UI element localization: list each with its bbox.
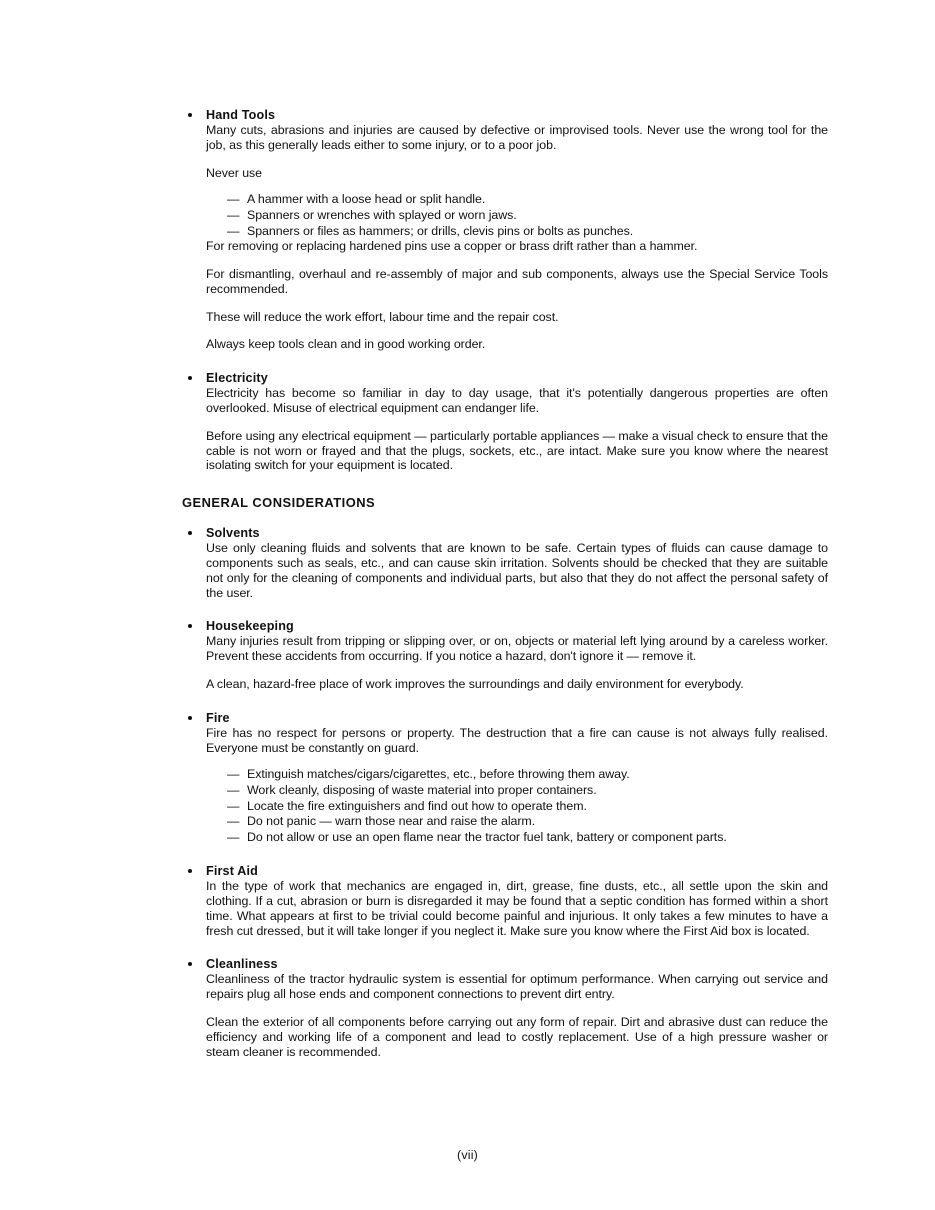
dash-icon: — bbox=[227, 192, 240, 207]
list-item-label: Do not panic — warn those near and raise the alarm. bbox=[247, 814, 536, 829]
list-item-label: Extinguish matches/cigars/cigarettes, etc., before throwing them away. bbox=[247, 767, 630, 782]
paragraph: Before using any electrical equipment — particularly portable appliances — make a visual check to ensure that the cable is not worn or frayed and that the plugs, sockets, etc., are intact. Make sure you know where the nearest isolating switch for your equipment is located. bbox=[206, 428, 828, 473]
list-item-label: Spanners or files as hammers; or drills, clevis pins or bolts as punches. bbox=[247, 223, 634, 238]
paragraph: For dismantling, overhaul and re-assembly of major and sub components, always use the Special Service Tools recommended. bbox=[206, 266, 828, 296]
page-number-footer: (vii) bbox=[457, 1148, 478, 1162]
paragraph: Fire has no respect for persons or property. The destruction that a fire can cause is not always fully realised. Everyone must be constantly on guard. bbox=[206, 725, 828, 755]
list-item-label: Spanners or wrenches with splayed or worn jaws. bbox=[247, 207, 517, 222]
list-item bbox=[227, 799, 828, 815]
dash-icon: — bbox=[227, 767, 240, 782]
paragraph: Cleanliness of the tractor hydraulic system is essential for optimum performance. When carrying out service and repairs plug all hose ends and component connections to prevent dirt entry. bbox=[206, 972, 828, 1002]
page-content bbox=[182, 108, 828, 1072]
list-item bbox=[227, 814, 828, 830]
bullet-point-icon bbox=[188, 716, 192, 720]
section-housekeeping bbox=[188, 619, 828, 691]
bullet-point-icon bbox=[188, 113, 192, 117]
paragraph: Many injuries result from tripping or slipping over, or on, objects or material left lying around by a careless worker. Prevent these accidents from occurring. If you notice a hazard, don't ignore it — remove it. bbox=[206, 634, 828, 664]
paragraph: Electricity has become so familiar in day to day usage, that it's potentially dangerous properties are often overlooked. Misuse of electrical equipment can endanger life. bbox=[206, 386, 828, 415]
section-fire bbox=[188, 711, 828, 846]
paragraph: Many cuts, abrasions and injuries are caused by defective or improvised tools. Never use the wrong tool for the job, as this generally leads either to some injury, or to a poor job. bbox=[206, 123, 828, 152]
paragraph: These will reduce the work effort, labour time and the repair cost. bbox=[206, 309, 559, 324]
dash-icon: — bbox=[227, 207, 240, 222]
list-item-label: Locate the fire extinguishers and find out how to operate them. bbox=[247, 798, 587, 813]
list-item-label: A hammer with a loose head or split handle. bbox=[247, 192, 486, 207]
section-title-electricity: Electricity bbox=[206, 371, 268, 386]
bullet-point-icon bbox=[188, 869, 192, 873]
dash-icon: — bbox=[227, 814, 240, 829]
section-title-first-aid: First Aid bbox=[206, 864, 258, 879]
section-electricity bbox=[188, 371, 828, 473]
paragraph: Clean the exterior of all components before carrying out any form of repair. Dirt and abrasive dust can reduce the efficiency and working life of a component and lead to costly replacement. Use of a high pressure washer or steam cleaner is recommended. bbox=[206, 1015, 828, 1059]
section-title-fire: Fire bbox=[206, 710, 230, 725]
paragraph: Use only cleaning fluids and solvents that are known to be safe. Certain types of fluids can cause damage to components such as seals, etc., and can cause skin irritation. Solvents should be checked that they are suitable not only for the cleaning of components and individual parts, but also that they do not affect the personal safety of the user. bbox=[206, 541, 828, 600]
section-title-solvents: Solvents bbox=[206, 526, 260, 541]
section-first-aid bbox=[188, 864, 828, 938]
list-item bbox=[227, 830, 828, 846]
paragraph: In the type of work that mechanics are engaged in, dirt, grease, fine dusts, etc., all settle upon the skin and clothing. If a cut, abrasion or burn is disregarded it may be found that a septic condition has formed within a short time. What appears at first to be trivial could become painful and injurious. It only takes a few minutes to have a fresh cut dressed, but it will take longer if you neglect it. Make sure you know where the First Aid box is located. bbox=[206, 879, 828, 938]
section-cleanliness bbox=[188, 957, 828, 1059]
dash-list-fire bbox=[206, 767, 828, 845]
bullet-point-icon bbox=[188, 962, 192, 966]
dash-icon: — bbox=[227, 829, 240, 844]
section-hand-tools bbox=[188, 108, 828, 352]
dash-list-hand-tools bbox=[206, 192, 828, 239]
dash-icon: — bbox=[227, 223, 240, 238]
list-item bbox=[227, 192, 828, 208]
section-title-cleanliness: Cleanliness bbox=[206, 957, 278, 972]
paragraph: For removing or replacing hardened pins use a copper or brass drift rather than a hammer. bbox=[206, 239, 698, 254]
section-solvents bbox=[188, 526, 828, 600]
paragraph: Never use bbox=[206, 165, 263, 180]
bullet-point-icon bbox=[188, 531, 192, 535]
list-item-label: Do not allow or use an open flame near the tractor fuel tank, battery or component parts. bbox=[247, 829, 727, 844]
heading-general-considerations: GENERAL CONSIDERATIONS bbox=[182, 495, 376, 511]
dash-icon: — bbox=[227, 782, 240, 797]
bullet-point-icon bbox=[188, 624, 192, 628]
list-item-label: Work cleanly, disposing of waste material into proper containers. bbox=[247, 782, 597, 797]
list-item bbox=[227, 224, 828, 240]
paragraph: A clean, hazard-free place of work improves the surroundings and daily environment for everybody. bbox=[206, 676, 744, 691]
section-title-housekeeping: Housekeeping bbox=[206, 619, 294, 634]
section-title-hand-tools: Hand Tools bbox=[206, 108, 276, 122]
bullet-point-icon bbox=[188, 376, 192, 380]
dash-icon: — bbox=[227, 798, 240, 813]
list-item bbox=[227, 767, 828, 783]
list-item bbox=[227, 783, 828, 799]
list-item bbox=[227, 208, 828, 224]
paragraph: Always keep tools clean and in good working order. bbox=[206, 337, 486, 352]
